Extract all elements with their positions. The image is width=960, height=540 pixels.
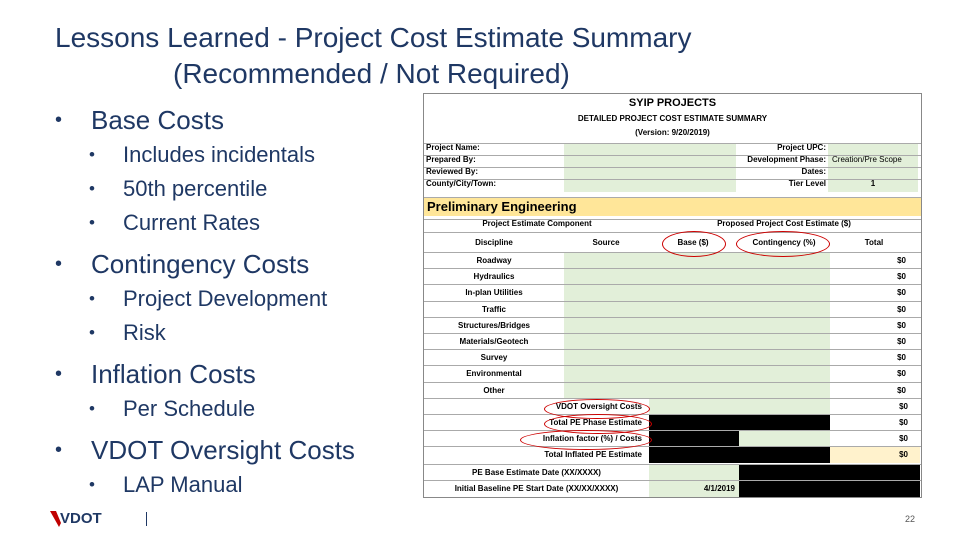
summary-row: [424, 430, 921, 447]
base-field[interactable]: [648, 334, 738, 350]
source-field[interactable]: [564, 253, 648, 269]
summary-row: [424, 446, 921, 463]
info-row: County/City/Town: Tier Level 1: [424, 179, 921, 192]
sheet-version: (Version: 9/20/2019): [635, 128, 710, 137]
footer-divider: [146, 512, 147, 526]
summary-label: VDOT Oversight Costs: [555, 402, 642, 411]
discipline-name: Traffic: [481, 304, 506, 314]
bullet-inflation-costs: • Inflation Costs: [55, 356, 415, 392]
info-row: Project Name: Project UPC:: [424, 143, 921, 156]
total-cell: $0: [897, 369, 906, 379]
total-cell: $0: [897, 320, 906, 330]
bullet-contingency-costs: • Contingency Costs: [55, 246, 415, 282]
info-row: Reviewed By: Dates:: [424, 167, 921, 180]
sub-bullet: • 50th percentile: [55, 172, 415, 206]
base-field[interactable]: [648, 350, 738, 366]
base-date-row: PE Base Estimate Date (XX/XXXX): [424, 464, 921, 481]
source-field[interactable]: [564, 302, 648, 318]
discipline-row: [424, 252, 921, 269]
summary-row: [424, 398, 921, 415]
discipline-row: [424, 333, 921, 350]
county-field[interactable]: [564, 180, 736, 192]
contingency-field[interactable]: [738, 318, 830, 334]
discipline-name: Structures/Bridges: [457, 320, 531, 330]
total-cell: $0: [897, 272, 906, 282]
sub-bullet: • Current Rates: [55, 206, 415, 240]
vdot-logo-text: VDOT: [60, 510, 102, 527]
contingency-field[interactable]: [738, 285, 830, 301]
contingency-field[interactable]: [738, 302, 830, 318]
total-cell: $0: [897, 337, 906, 346]
source-field[interactable]: [564, 334, 648, 350]
summary-total: $0: [830, 447, 920, 463]
column-group-header: Project Estimate Component Proposed Project Cost Estimate ($): [424, 219, 921, 233]
discipline-name: Roadway: [476, 256, 512, 265]
summary-label: Total PE Phase Estimate: [549, 418, 642, 427]
contingency-field[interactable]: [738, 383, 830, 399]
discipline-name: Materials/Geotech: [459, 337, 529, 346]
source-field[interactable]: [564, 366, 648, 382]
source-field[interactable]: [564, 285, 648, 301]
base-field[interactable]: [648, 383, 738, 399]
discipline-row: [424, 349, 921, 366]
discipline-row: [424, 284, 921, 301]
base-field[interactable]: [648, 285, 738, 301]
annotation-circle: [736, 231, 830, 257]
start-date-field[interactable]: 4/1/2019: [649, 481, 739, 497]
base-field[interactable]: [648, 366, 738, 382]
contingency-field[interactable]: [738, 350, 830, 366]
slide-title: [55, 20, 875, 92]
tier-level-field[interactable]: 1: [828, 180, 918, 192]
sub-bullet: • Risk: [55, 316, 415, 350]
discipline-row: [424, 365, 921, 382]
total-cell: $0: [897, 353, 906, 363]
slide-title-line2: (Recommended / Not Required): [173, 58, 570, 89]
section-header: Preliminary Engineering: [424, 197, 921, 216]
sheet-title: SYIP PROJECTS: [628, 97, 717, 109]
sheet-subtitle: DETAILED PROJECT COST ESTIMATE SUMMARY: [577, 114, 768, 123]
total-cell: $0: [897, 385, 906, 395]
summary-row: [424, 414, 921, 431]
summary-label: Total Inflated PE Estimate: [544, 450, 642, 459]
bullet-oversight-costs: • VDOT Oversight Costs: [55, 432, 415, 468]
discipline-name: Hydraulics: [473, 272, 515, 282]
source-field[interactable]: [564, 318, 648, 334]
cost-estimate-sheet: [423, 93, 922, 498]
base-field[interactable]: [648, 302, 738, 318]
summary-label: Inflation factor (%) / Costs: [542, 434, 642, 443]
page-number: 22: [905, 514, 916, 524]
vdot-logo: [48, 505, 128, 529]
column-header-row: Discipline Source Base ($) Contingency (%) Total: [424, 232, 921, 253]
dev-phase-field[interactable]: Creation/Pre Scope: [828, 156, 918, 168]
discipline-name: In-plan Utilities: [465, 288, 523, 298]
oversight-base-field[interactable]: [649, 399, 739, 415]
base-field[interactable]: [648, 318, 738, 334]
bullet-base-costs: • Base Costs: [55, 102, 415, 138]
total-cell: $0: [897, 288, 906, 298]
annotation-circle: [520, 430, 652, 450]
inflation-factor-field[interactable]: [739, 431, 830, 447]
summary-total: $0: [899, 434, 908, 443]
discipline-name: Other: [483, 385, 505, 395]
contingency-field[interactable]: [738, 366, 830, 382]
discipline-name: Survey: [480, 353, 508, 363]
source-field[interactable]: [564, 350, 648, 366]
discipline-name: Environmental: [466, 369, 522, 379]
bullet-list: [55, 102, 415, 502]
start-date-row: Initial Baseline PE Start Date (XX/XX/XXXX) 4/1/2019: [424, 480, 921, 497]
discipline-row: [424, 301, 921, 318]
annotation-circle: [662, 231, 726, 257]
discipline-row: [424, 268, 921, 285]
total-cell: $0: [897, 304, 906, 314]
source-field[interactable]: [564, 383, 648, 399]
contingency-field[interactable]: [738, 269, 830, 285]
source-field[interactable]: [564, 269, 648, 285]
base-date-field[interactable]: [649, 465, 739, 481]
sub-bullet: • Includes incidentals: [55, 138, 415, 172]
base-field[interactable]: [648, 269, 738, 285]
contingency-field[interactable]: [738, 334, 830, 350]
discipline-row: [424, 317, 921, 334]
oversight-contingency-field[interactable]: [739, 399, 830, 415]
slide-title-line1: Lessons Learned - Project Cost Estimate Summary: [55, 22, 692, 53]
sub-bullet: • Per Schedule: [55, 392, 415, 426]
info-row: Prepared By: Development Phase: Creation/Pre Scope: [424, 155, 921, 168]
discipline-row: [424, 382, 921, 399]
total-cell: $0: [897, 256, 906, 265]
sub-bullet: • Project Development: [55, 282, 415, 316]
summary-total: $0: [899, 402, 908, 411]
summary-total: $0: [899, 418, 908, 427]
sub-bullet: • LAP Manual: [55, 468, 415, 502]
